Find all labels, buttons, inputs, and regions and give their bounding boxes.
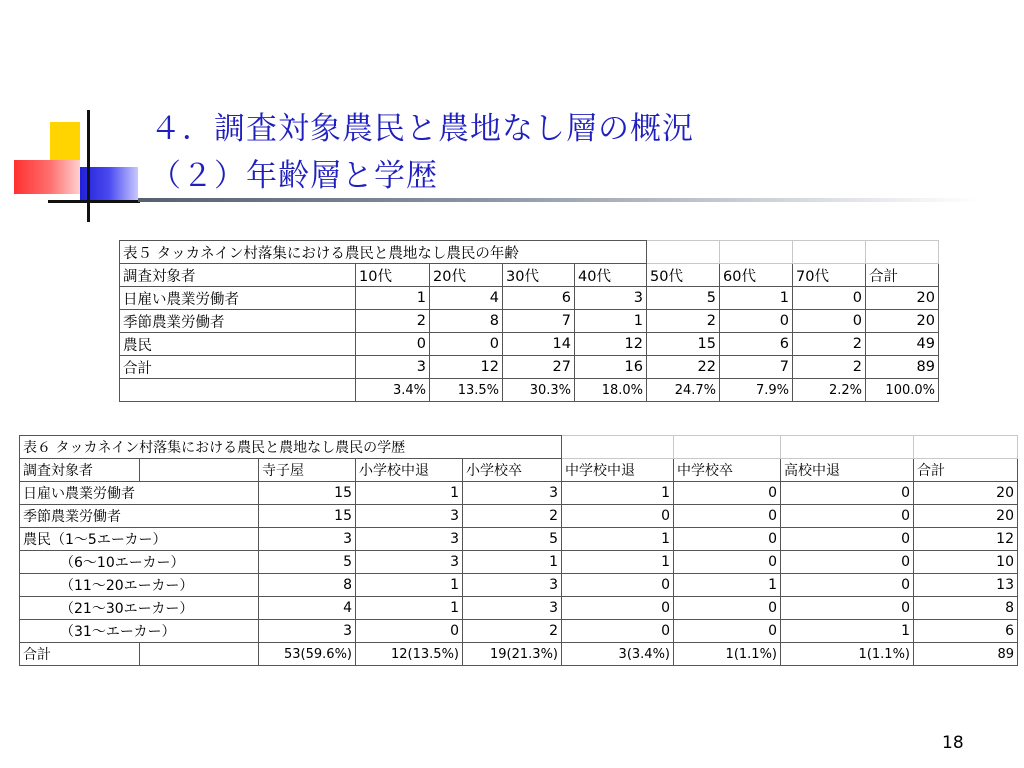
- percent-cell: 2.2%: [793, 379, 866, 402]
- value-cell: 2: [463, 620, 562, 643]
- value-cell: 1: [463, 551, 562, 574]
- value-cell: 0: [781, 505, 914, 528]
- header-cell: 中学校中退: [562, 459, 674, 482]
- empty-cell: [647, 241, 720, 264]
- value-cell: 0: [781, 528, 914, 551]
- value-cell: 12: [430, 356, 503, 379]
- value-cell: 12: [575, 333, 647, 356]
- value-cell: 1: [562, 482, 674, 505]
- row-label: （11～20エーカー）: [20, 574, 259, 597]
- value-cell: 7: [720, 356, 793, 379]
- value-cell: 1(1.1%): [781, 643, 914, 666]
- value-cell: 0: [781, 597, 914, 620]
- slide-title-line1: ４．調査対象農民と農地なし層の概況: [150, 111, 694, 147]
- value-cell: 6: [720, 333, 793, 356]
- logo-red-bar: [14, 160, 80, 194]
- value-cell: 20: [866, 287, 939, 310]
- table-row: [20, 574, 1018, 597]
- percent-cell: 24.7%: [647, 379, 720, 402]
- value-cell: 1(1.1%): [674, 643, 781, 666]
- value-cell: 19(21.3%): [463, 643, 562, 666]
- age-table-header-row: [120, 264, 939, 287]
- table-row: [120, 310, 939, 333]
- value-cell: 1: [720, 287, 793, 310]
- header-cell: 60代: [720, 264, 793, 287]
- value-cell: 20: [914, 505, 1018, 528]
- value-cell: 3: [463, 597, 562, 620]
- table-row: [20, 505, 1018, 528]
- value-cell: 49: [866, 333, 939, 356]
- value-cell: 0: [793, 310, 866, 333]
- value-cell: 10: [914, 551, 1018, 574]
- value-cell: 6: [914, 620, 1018, 643]
- education-table-caption-row: [20, 436, 1018, 459]
- value-cell: 1: [562, 528, 674, 551]
- value-cell: 53(59.6%): [259, 643, 356, 666]
- value-cell: 89: [866, 356, 939, 379]
- value-cell: 3(3.4%): [562, 643, 674, 666]
- row-label: （21～30エーカー）: [20, 597, 259, 620]
- title-underline: [138, 198, 978, 202]
- value-cell: 0: [720, 310, 793, 333]
- value-cell: 16: [575, 356, 647, 379]
- empty-cell: [781, 436, 914, 459]
- value-cell: 5: [259, 551, 356, 574]
- row-label: 農民（1～5エーカー）: [20, 528, 259, 551]
- empty-cell: [674, 436, 781, 459]
- value-cell: 1: [562, 551, 674, 574]
- value-cell: 89: [914, 643, 1018, 666]
- value-cell: 0: [356, 620, 463, 643]
- header-cell: 高校中退: [781, 459, 914, 482]
- value-cell: 2: [356, 310, 430, 333]
- value-cell: 3: [356, 505, 463, 528]
- value-cell: 0: [781, 551, 914, 574]
- row-label: 合計: [120, 356, 356, 379]
- value-cell: 3: [575, 287, 647, 310]
- value-cell: 0: [562, 620, 674, 643]
- value-cell: 15: [259, 505, 356, 528]
- value-cell: 7: [503, 310, 575, 333]
- value-cell: 12(13.5%): [356, 643, 463, 666]
- header-cell: 70代: [793, 264, 866, 287]
- empty-cell: [914, 436, 1018, 459]
- value-cell: 4: [259, 597, 356, 620]
- header-cell: 調査対象者: [120, 264, 356, 287]
- header-cell: 寺子屋: [259, 459, 356, 482]
- value-cell: 4: [430, 287, 503, 310]
- header-cell: 小学校卒: [463, 459, 562, 482]
- header-cell: 合計: [866, 264, 939, 287]
- row-label: 農民: [120, 333, 356, 356]
- logo-vertical-line: [87, 110, 90, 222]
- value-cell: 20: [866, 310, 939, 333]
- value-cell: 3: [259, 620, 356, 643]
- slide-title-line2: （２）年齢層と学歴: [150, 158, 438, 194]
- value-cell: 0: [430, 333, 503, 356]
- value-cell: 3: [356, 551, 463, 574]
- header-cell: 中学校卒: [674, 459, 781, 482]
- value-cell: 3: [356, 528, 463, 551]
- table-row: [20, 620, 1018, 643]
- value-cell: 0: [781, 574, 914, 597]
- value-cell: 3: [259, 528, 356, 551]
- value-cell: 0: [793, 287, 866, 310]
- value-cell: 14: [503, 333, 575, 356]
- percent-cell: 7.9%: [720, 379, 793, 402]
- header-cell: 20代: [430, 264, 503, 287]
- row-label: 合計: [20, 643, 140, 666]
- value-cell: 2: [793, 333, 866, 356]
- value-cell: 2: [463, 505, 562, 528]
- education-table-header-row: [20, 459, 1018, 482]
- logo-yellow-square: [50, 122, 80, 160]
- value-cell: 22: [647, 356, 720, 379]
- value-cell: 0: [562, 505, 674, 528]
- value-cell: 2: [793, 356, 866, 379]
- header-cell: 小学校中退: [356, 459, 463, 482]
- value-cell: 1: [781, 620, 914, 643]
- header-cell: 10代: [356, 264, 430, 287]
- value-cell: 0: [562, 597, 674, 620]
- value-cell: 1: [575, 310, 647, 333]
- table-row: [120, 287, 939, 310]
- value-cell: 0: [781, 482, 914, 505]
- header-cell: 40代: [575, 264, 647, 287]
- table-row: [120, 356, 939, 379]
- header-cell: [140, 459, 259, 482]
- value-cell: 15: [259, 482, 356, 505]
- table-row: [20, 597, 1018, 620]
- row-label: 季節農業労働者: [120, 310, 356, 333]
- empty-cell: [140, 643, 259, 666]
- row-label: [120, 379, 356, 402]
- value-cell: 27: [503, 356, 575, 379]
- value-cell: 3: [356, 356, 430, 379]
- value-cell: 0: [674, 528, 781, 551]
- empty-cell: [866, 241, 939, 264]
- percent-cell: 18.0%: [575, 379, 647, 402]
- value-cell: 0: [674, 505, 781, 528]
- age-table-caption: 表５ タッカネイン村落集における農民と農地なし農民の年齢: [120, 241, 647, 264]
- value-cell: 3: [463, 574, 562, 597]
- value-cell: 6: [503, 287, 575, 310]
- table-row: [120, 379, 939, 402]
- value-cell: 0: [674, 482, 781, 505]
- logo-horizontal-line: [48, 200, 140, 203]
- row-label: 日雇い農業労働者: [20, 482, 259, 505]
- value-cell: 5: [463, 528, 562, 551]
- age-table: [119, 240, 939, 402]
- percent-cell: 30.3%: [503, 379, 575, 402]
- table-row: [20, 482, 1018, 505]
- value-cell: 1: [356, 482, 463, 505]
- percent-cell: 3.4%: [356, 379, 430, 402]
- value-cell: 1: [356, 287, 430, 310]
- value-cell: 13: [914, 574, 1018, 597]
- row-label: （6～10エーカー）: [20, 551, 259, 574]
- row-label: （31～エーカー）: [20, 620, 259, 643]
- age-table-caption-row: [120, 241, 939, 264]
- empty-cell: [562, 436, 674, 459]
- percent-cell: 100.0%: [866, 379, 939, 402]
- header-cell: 30代: [503, 264, 575, 287]
- page-number: 18: [942, 733, 964, 753]
- table-row: [20, 528, 1018, 551]
- header-cell: 50代: [647, 264, 720, 287]
- value-cell: 0: [562, 574, 674, 597]
- table-row: [20, 551, 1018, 574]
- value-cell: 0: [674, 597, 781, 620]
- education-table: [19, 435, 1018, 666]
- empty-cell: [720, 241, 793, 264]
- header-cell: 合計: [914, 459, 1018, 482]
- value-cell: 0: [674, 551, 781, 574]
- value-cell: 0: [674, 620, 781, 643]
- value-cell: 1: [674, 574, 781, 597]
- value-cell: 15: [647, 333, 720, 356]
- value-cell: 8: [430, 310, 503, 333]
- value-cell: 8: [914, 597, 1018, 620]
- education-table-caption: 表６ タッカネイン村落集における農民と農地なし農民の学歴: [20, 436, 562, 459]
- row-label: 日雇い農業労働者: [120, 287, 356, 310]
- value-cell: 1: [356, 574, 463, 597]
- value-cell: 20: [914, 482, 1018, 505]
- value-cell: 0: [356, 333, 430, 356]
- value-cell: 5: [647, 287, 720, 310]
- value-cell: 8: [259, 574, 356, 597]
- value-cell: 12: [914, 528, 1018, 551]
- header-cell: 調査対象者: [20, 459, 140, 482]
- table-row: [120, 333, 939, 356]
- empty-cell: [793, 241, 866, 264]
- value-cell: 1: [356, 597, 463, 620]
- value-cell: 3: [463, 482, 562, 505]
- table-row: [20, 643, 1018, 666]
- percent-cell: 13.5%: [430, 379, 503, 402]
- row-label: 季節農業労働者: [20, 505, 259, 528]
- value-cell: 2: [647, 310, 720, 333]
